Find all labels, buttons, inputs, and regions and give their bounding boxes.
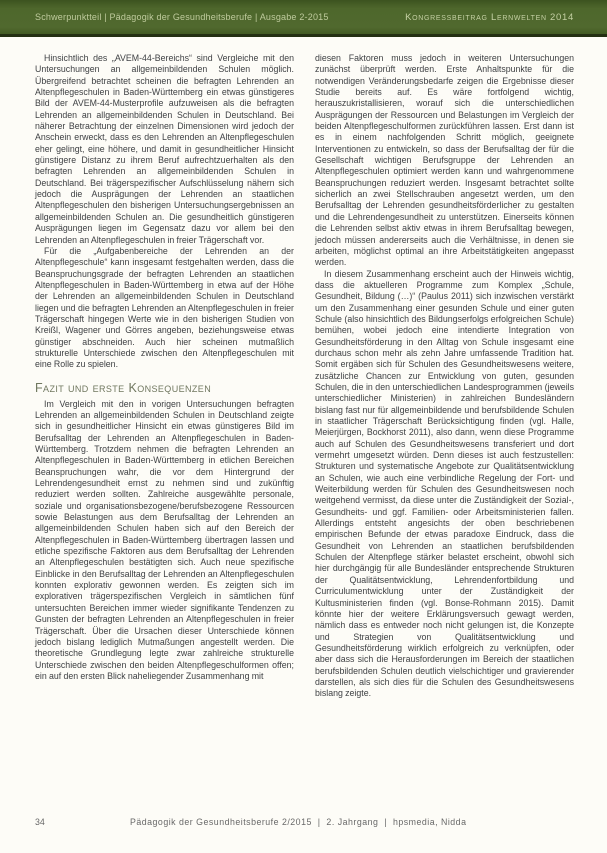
page-header [0,0,607,37]
text-column-left [35,53,294,700]
paragraph-fazit: Im Vergleich mit den in vorigen Untersuchungen befragten Lehrenden an allgemeinbildenden Schulen in Deutschland zeigte sich in gesundheitlicher Hinsicht ein etwas günstigeres Bild im Berufsalltag der Lehrenden an Altenpflegeschulen in Baden-Württemberg. Trotzdem nehmen die befragten Lehrenden an Altenpflegeschulen in Baden-Württemberg in etlichen Bereichen Beanspruchungen wahr, die vor dem Hintergrund der Lehrendengesundheit ernst zu nehmen sind und zukünftig reduziert werden sollten. Zahlreiche ausgewählte personale, soziale und organisationsbezogene/berufsbezogene Ressourcen sowie Belastungen aus dem Berufsalltag der Lehrenden an allgemeinbildenden Schulen haben sich auf den Bereich der Altenpflegeschulen in Baden-Württemberg übertragen lassen und etliche spezifische Faktoren aus dem Berufsalltag der Lehrenden an Altenpflegeschulen bestätigten sich. Auch neue spezifische Einblicke in den Berufsalltag der Lehrenden an Altenpflegeschulen konnten explorativ gewonnen werden. Es zeigten sich im explorativen trägerspezifischen Vergleich in sämtlichen fünf untersuchten Bereichen immer wieder signifikante Tendenzen zu Gunsten der befragten Lehrenden an Altenpflegeschulen in freier Trägerschaft. Über die Ursachen dieser Unterschiede können jedoch bislang lediglich Mutmaßungen angestellt werden. Die theoretische Grundlegung legte zwar zahlreiche strukturelle Unterschiede zwischen den beiden Altenpflegeschulformen offen; ein auf den ersten Blick naheliegender Zusammenhang mit [35,398,294,681]
header-section-label: Schwerpunktteil | Pädagogik der Gesundheitsberufe | Ausgabe 2-2015 [35,12,329,22]
page-number: 34 [35,817,45,827]
section-heading-fazit: Fazit und erste Konsequenzen [35,380,212,395]
paragraph-aufgabenbereiche: Für die „Aufgabenbereiche der Lehrenden an der Altenpflegeschule“ kann insgesamt festgehalten werden, dass die Beanspruchungsgrade der befragten Lehrenden an staatlichen Altenpflegeschulen in Baden-Württemberg in etwa auf der Höhe der Lehrenden an allgemeinbildenden Schulen in Deutschland liegen und die befragten Lehrenden an Altenpflegeschulen in freier Trägerschaft hingegen Werte wie in den bisherigen Studien von Kreißl, Wagener und Görres angeben, beziehungsweise etwas günstiger abschneiden. Auch hier scheinen mutmaßlich strukturelle Unterschiede zwischen den Altenpflegeschulen mit eine Rolle zu spielen. [35,245,294,370]
article-body [0,37,607,700]
paragraph-avem-bereich: Hinsichtlich des „AVEM-44-Bereichs“ sind Vergleiche mit den Untersuchungen an allgemeinbildenden Schulen möglich. Übergreifend betrachtet scheinen die befragten Lehrenden an Altenpflegeschulen in Baden-Württemberg ein etwas günstigeres Bild der AVEM-44-Musterprofile aufzuweisen als die befragten Lehrenden an allgemeinbildenden Schulen in Deutschland. Bei näherer Betrachtung der einzelnen Dimensionen wird jedoch der Anschein erweckt, dass es den Lehrenden an Altenpflegeschulen eher gelingt, eine höhere, und damit in gesundheitlicher Hinsicht günstigere Distanz zu ihrem Beruf aufrechtzuerhalten als den befragten Lehrenden an allgemeinbildenden Schulen in Deutschland. Bei trägerspezifischer Aufschlüsselung nähern sich jedoch die Ausprägungen der Lehrenden an staatlichen Altenpflegeschulen den bisherigen Untersuchungsergebnissen an allgemeinbildenden Schulen an. Die gesundheitlich günstigeren Ausprägungen liegen im Gegensatz dazu vor allem bei den Lehrenden an Altenpflegeschulen in freier Trägerschaft vor. [35,53,294,245]
paragraph-fazit-continued: diesen Faktoren muss jedoch in weiteren Untersuchungen zunächst überprüft werden. Erste Anhaltspunkte für die notwendigen Veränderungsbedarfe zeigen die Ergebnisse dieser Studie bereits auf. Es wäre fortfolgend wichtig, herauszukristallisieren, worauf sich die unterschiedlichen Ausprägungen der Ressourcen und Belastungen im Vergleich der beiden Altenpflegeschulformen zurückführen lassen. Erst dann ist es in einem nachfolgenden Schritt möglich, geeignete Interventionen zu entwickeln, so dass der Berufsalltag der für die Gesellschaft wichtigen Berufsgruppe der Lehrenden an Altenpflegeschulen optimiert werden kann und wahrgenommene Beanspruchungen reduziert werden. Insgesamt betrachtet sollte sicherlich an zwei Stellschrauben angesetzt werden, um den Berufsalltag der Lehrenden gesundheitsförderlicher zu gestalten und die Lehrendengesundheit zu unterstützen. Einerseits können die Lehrenden selbst aktiv etwas in ihrem Berufsalltag bewegen, jedoch müssen andererseits auch die Verhältnisse, in denen sie arbeiten, möglichst optimal an ihre Arbeitstätigkeiten angepasst werden. [315,53,574,268]
journal-info: Pädagogik der Gesundheitsberufe 2/2015 | 2. Jahrgang | hpsmedia, Nidda [130,817,467,827]
text-column-right [315,53,574,700]
page-footer [35,817,576,827]
paragraph-programme: In diesem Zusammenhang erscheint auch der Hinweis wichtig, dass die aktuelleren Programme zum Komplex „Schule, Gesundheit, Bildung (…)“ (Paulus 2011) sich inzwischen verstärkt um den Zusammenhang einer gesunden Schule und einer guten Schule (also hinsichtlich des Bildungserfolgs erfolgreichen Schule) bemühen, wobei jedoch eine intendierte Integration von Gesundheitsförderung in den Alltag von Schule insgesamt eine durchaus schon mehr als zehn Jahre umfassende Tradition hat. Somit ergäben sich für Schulen des Gesundheitswesens weitere, zusätzliche Chancen zur Entwicklung von guten, gesunden Schulen, die in den unterschiedlichen Landesprogrammen (jeweils unterschiedlicher Ministerien) in zahlreichen Bundesländern bislang fast nur für allgemeinbildende und berufsbildende Schulen in staatlicher Trägerschaft Berücksichtigung finden (vgl. Halle, Meierjürgen, Bockhorst 2011), also dann, wenn diese Programme auch auf Schulen des Gesundheitswesens transferiert und dort vermehrt umgesetzt würden. Denn dieses ist auch festzustellen: Strukturen und systematische Angebote zur Qualitätsentwicklung an Schulen, wie auch eine verbindliche Regelung der Fort- und Weiterbildung werden für Schulen des Gesundheitswesen noch weitgehend vermisst, da diese unter die Zuständigkeit der Sozial-, Gesundheits- und ggf. Familien- oder Arbeitsministerien fallen. Allerdings entsteht angesichts der oben beschriebenen empirischen Befunde der etwas paradoxe Eindruck, dass die Gesundheit von Lehrenden an staatlichen berufsbildenden Schulen der Altenpflege stärker belastet erscheint, obwohl sich hier durchgängig für alle Bundesländer entsprechende Strukturen der Qualitätsentwicklung, Lehrendenfortbildung und Curriculumentwicklung unter der Zuständigkeit der Kultusministerien finden (vgl. Bonse-Rohmann 2015). Damit könnte hier der weitere Erklärungsversuch gewagt werden, nämlich dass es entweder noch nicht gelungen ist, die Konzepte und Strategien von Qualitätsentwicklung und Gesundheitsförderung wirklich erfolgreich zu verknüpfen, oder aber dass sich die Herausforderungen im Bereich der staatlichen berufsbildenden Schulen deutlich vielschichtiger und gravierender darstellen, als sich dies für die Schulen des Gesundheitswesens bislang zeigte. [315,268,574,699]
header-congress-label: Kongressbeitrag Lernwelten 2014 [405,11,574,23]
